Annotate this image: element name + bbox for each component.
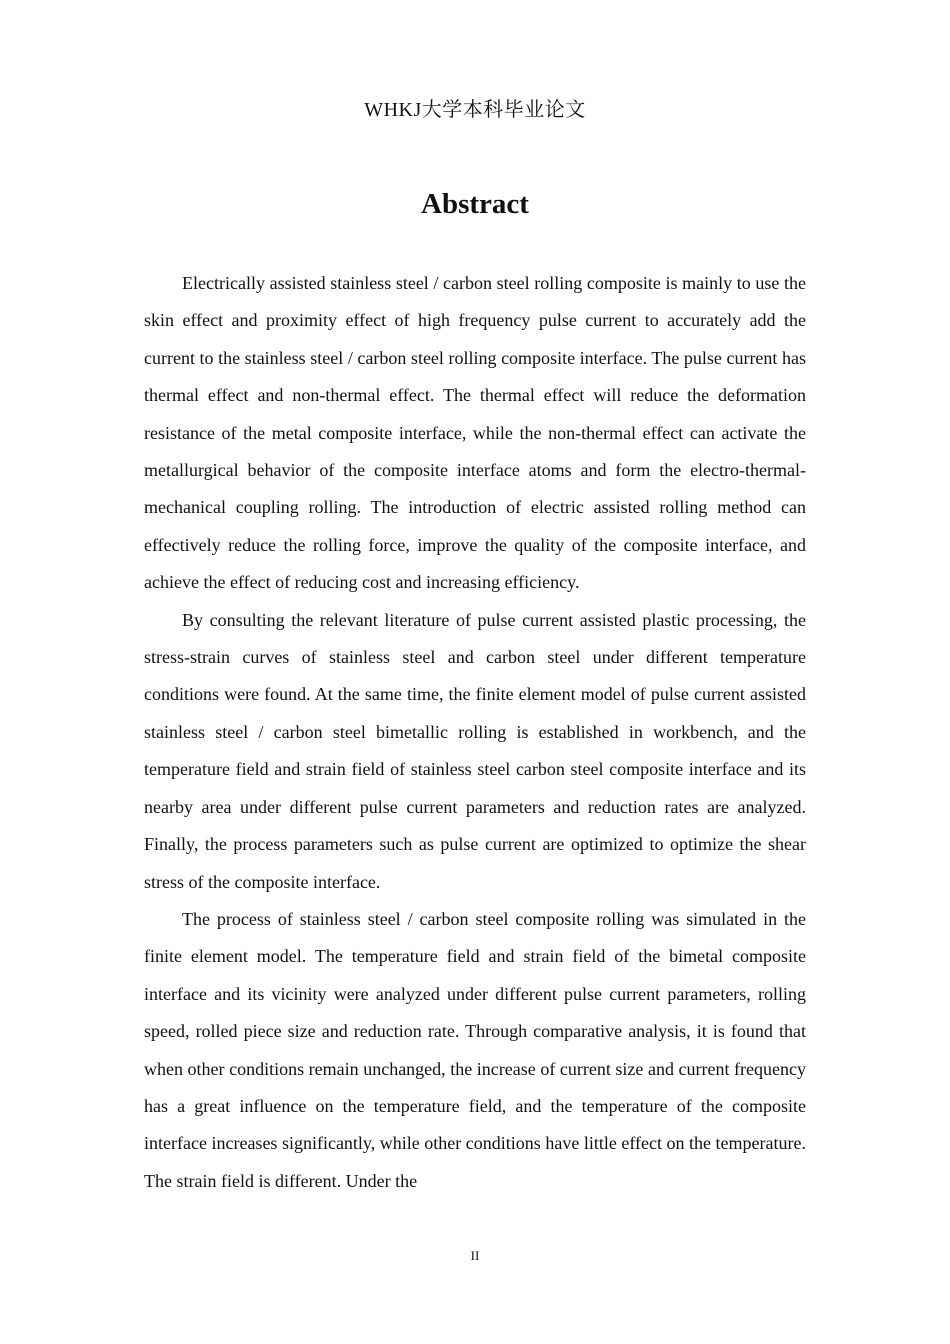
paragraph-2: By consulting the relevant literature of pulse current assisted plastic processing, the stress-strain curves of stainless steel and carbon steel under different temperature conditions were found. At the same time, the finite element model of pulse current assisted stainless steel / carbon steel bimetallic rolling is established in workbench, and the temperature field and strain field of stainless steel carbon steel composite interface and its nearby area under different pulse current parameters and reduction rates are analyzed. Finally, the process parameters such as pulse current are optimized to optimize the shear stress of the composite interface.: [144, 609, 806, 892]
paragraph-1: Electrically assisted stainless steel / carbon steel rolling composite is mainly to use the skin effect and proximity effect of high frequency pulse current to accurately add the current to the stainless steel / carbon steel rolling composite interface. The pulse current has thermal effect and non-thermal effect. The thermal effect will reduce the deformation resistance of the metal composite interface, while the non-thermal effect can activate the metallurgical behavior of the composite interface atoms and form the electro-thermal-mechanical coupling rolling. The introduction of electric assisted rolling method can effectively reduce the rolling force, improve the quality of the composite interface, and achieve the effect of reducing cost and increasing efficiency.: [144, 273, 806, 593]
page-title: Abstract: [421, 188, 529, 220]
paragraph-3: The process of stainless steel / carbon steel composite rolling was simulated in the finite element model. The temperature field and strain field of the bimetal composite interface and its vicinity were analyzed under different pulse current parameters, rolling speed, rolled piece size and reduction rate. Through comparative analysis, it is found that when other conditions remain unchanged, the increase of current size and current frequency has a great influence on the temperature field, and the temperature of the composite interface increases significantly, while other conditions have little effect on the temperature. The strain field is different. Under the: [144, 908, 806, 1191]
abstract-body: [144, 265, 806, 1200]
page-number: II: [470, 1248, 480, 1263]
running-header: WHKJ大学本科毕业论文: [364, 99, 586, 121]
